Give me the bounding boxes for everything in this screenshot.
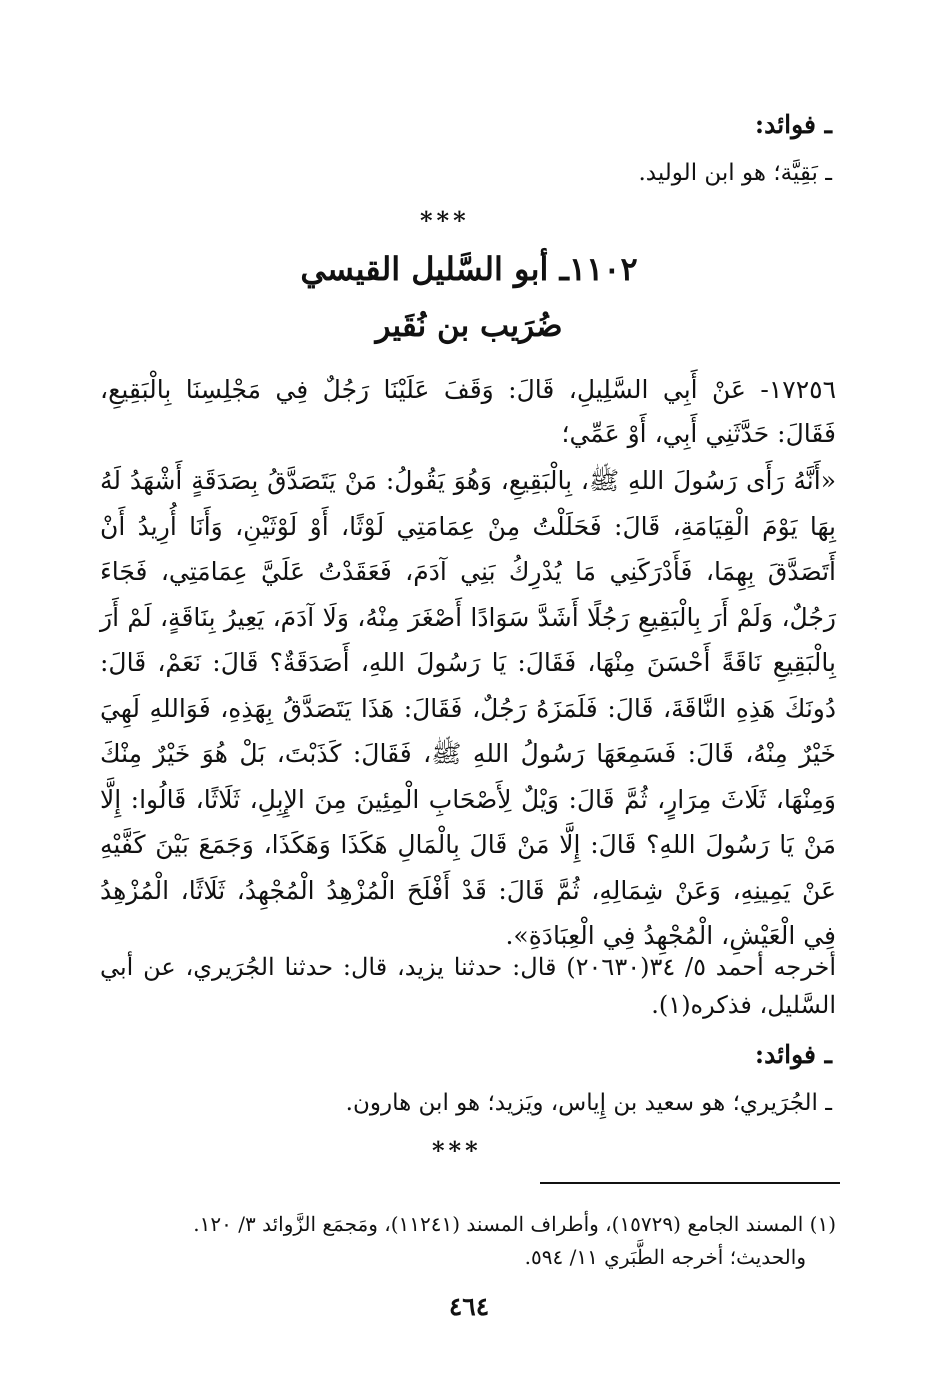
footnote-line-2: والحديث؛ أخرجه الطَّبَري ١١/ ٥٩٤. — [524, 1245, 806, 1269]
benefits-heading-bottom: ـ فوائد: — [754, 1040, 832, 1069]
hadith-source: أخرجه أحمد ٥/ ٣٤(٢٠٦٣٠) قال: حدثنا يزيد، قال: حدثنا الجُرَيري، عن أبي السَّليل، فذكره(١). — [100, 953, 837, 1019]
separator-stars-bottom: *** — [432, 1136, 482, 1165]
footnote-line-1: (١) المسند الجامع (١٥٧٢٩)، وأطراف المسند (١١٢٤١)، ومَجمَع الزَّوائد ٣/ ١٢٠. — [193, 1212, 836, 1236]
benefits-note-bottom: ـ الجُرَيري؛ هو سعيد بن إِياس، ويَزيد؛ هو ابن هارون. — [345, 1090, 832, 1116]
benefits-note-top: ـ بَقِيَّة؛ هو ابن الوليد. — [638, 160, 832, 186]
hadith-text: «أَنَّهُ رَأَى رَسُولَ اللهِ ﷺ، بِالْبَقِيعِ، وَهُوَ يَقُولُ: مَنْ يَتَصَدَّقُ بِصَدَقَةٍ أَشْهَدُ لَهُ بِهَا يَوْمَ الْقِيَامَةِ، قَالَ: فَحَلَلْتُ مِنْ عِمَامَتِي لَوْثًا، أَوْ لَوْثَيْنِ، وَأَنَا أُرِيدُ أَنْ أَتَصَدَّقَ بِهِمَا، فَأَدْرَكَنِي مَا يُدْرِكُ بَنِي آدَمَ، فَعَقَدْتُ عَلَيَّ عِمَامَتِي، فَجَاءَ رَجُلٌ، وَلَمْ أَرَ بِالْبَقِيعِ رَجُلًا أَشَدَّ سَوَادًا أَصْغَرَ مِنْهُ، وَلَا آدَمَ، يَعِيرُ بِنَاقَةٍ، لَمْ أَرَ بِالْبَقِيعِ نَاقَةً أَحْسَنَ مِنْهَا، فَقَالَ: يَا رَسُولَ اللهِ، أَصَدَقَةٌ؟ قَالَ: نَعَمْ، قَالَ: دُونَكَ هَذِهِ النَّاقَةَ، قَالَ: فَلَمَزَهُ رَجُلٌ، فَقَالَ: هَذَا يَتَصَدَّقُ بِهَذِهِ، فَوَاللهِ لَهِيَ خَيْرٌ مِنْهُ، قَالَ: فَسَمِعَهَا رَسُولُ اللهِ ﷺ، فَقَالَ: كَذَبْتَ، بَلْ هُوَ خَيْرٌ مِنْكَ وَمِنْهَا، ثَلَاثَ مِرَارٍ، ثُمَّ قَالَ: وَيْلٌ لِأَصْحَابِ الْمِئِينَ مِنَ الإِبِلِ، ثَلَاثًا، قَالُوا: إِلَّا مَنْ يَا رَسُولَ اللهِ؟ قَالَ: إِلَّا مَنْ قَالَ بِالْمَالِ هَكَذَا وَهَكَذَا، وَجَمَعَ بَيْنَ كَفَّيْهِ عَنْ يَمِينِهِ، وَعَنْ شِمَالِهِ، ثُمَّ قَالَ: قَدْ أَفْلَحَ الْمُزْهِدُ الْمُجْهِدُ، ثَلَاثًا، الْمُزْهِدُ فِي الْعَيْشِ، الْمُجْهِدُ فِي الْعِبَادَةِ». — [100, 466, 836, 950]
entry-title: ١١٠٢ـ أبو السَّليل القيسي — [300, 250, 638, 288]
footnote — [100, 1208, 836, 1274]
entry-subtitle: ضُرَيب بن نُقَير — [375, 308, 563, 344]
benefits-heading-top: ـ فوائد: — [754, 110, 832, 139]
footnote-divider — [540, 1182, 840, 1184]
page-number: ٤٦٤ — [448, 1292, 490, 1321]
separator-stars-top: *** — [420, 206, 470, 235]
hadith-intro: ١٧٢٥٦- عَنْ أَبِي السَّلِيلِ، قَالَ: وَقَفَ عَلَيْنَا رَجُلٌ فِي مَجْلِسِنَا بِالْبَقِيعِ، فَقَالَ: حَدَّثَنِي أَبِي، أَوْ عَمِّي؛ — [100, 375, 836, 448]
